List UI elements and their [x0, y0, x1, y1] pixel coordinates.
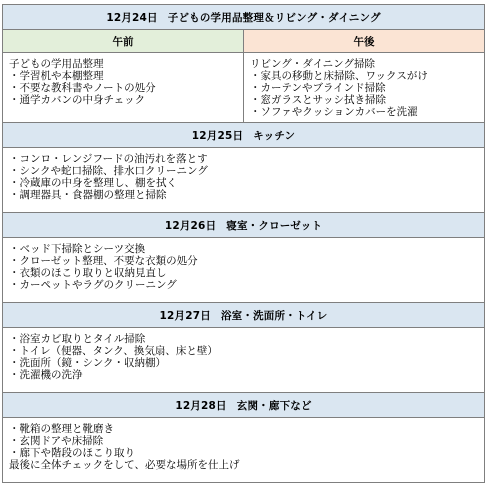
day-row-28 — [3, 393, 485, 418]
section-date: 12月26日 — [164, 219, 217, 232]
section-header-24 — [3, 5, 485, 30]
task-cell-26 — [3, 238, 485, 303]
task-line: ・ソファやクッションカバーを洗濯 — [250, 106, 418, 118]
task-line: ・コンロ・レンジフードの油汚れを落とす — [9, 153, 208, 165]
section-date: 12月27日 — [159, 309, 211, 322]
section-title: キッチン — [253, 129, 296, 142]
day-row-25 — [3, 123, 485, 148]
pm-column-header: 午後 — [244, 30, 485, 53]
day-row-27 — [3, 303, 485, 328]
section-title: 子どもの学用品整理＆リビング・ダイニング — [167, 11, 381, 24]
section-header-27 — [3, 303, 485, 328]
section-date: 12月24日 — [106, 11, 158, 24]
task-line: ・カーテンやブラインド掃除 — [250, 82, 386, 94]
task-line: ・ベッド下掃除とシーツ交換 — [9, 243, 146, 255]
task-line: ・洗濯機の洗浄 — [9, 369, 83, 381]
section-date: 12月28日 — [175, 399, 227, 412]
section-date: 12月25日 — [191, 129, 244, 142]
body-row-28 — [3, 418, 485, 483]
section-header-25 — [3, 123, 485, 148]
task-line: 最後に全体チェックをして、必要な場所を仕上げ — [9, 459, 240, 471]
task-line: ・カーペットやラグのクリーニング — [9, 279, 177, 291]
task-line: ・不要な教科書やノートの処分 — [9, 82, 156, 94]
task-line: ・玄関ドアや床掃除 — [9, 435, 104, 447]
am-pm-header-row — [3, 30, 485, 53]
section-header-28 — [3, 393, 485, 418]
section-title: 玄関・廊下など — [236, 399, 312, 412]
task-line: 子どもの学用品整理 — [9, 58, 104, 70]
task-cell-27 — [3, 328, 485, 393]
task-line: ・衣類のほこり取りと収納見直し — [9, 267, 167, 279]
am-column-header: 午前 — [3, 30, 244, 53]
task-line: ・調理器具・食器棚の整理と掃除 — [9, 189, 167, 201]
pm-task-cell — [244, 53, 485, 123]
body-row-26 — [3, 238, 485, 303]
task-line: ・廊下や階段のほこり取り — [9, 447, 135, 459]
task-line: リビング・ダイニング掃除 — [250, 58, 375, 70]
task-line: ・クローゼット整理、不要な衣類の処分 — [9, 255, 198, 267]
task-line: ・シンクや蛇口掃除、排水口クリーニング — [9, 165, 208, 177]
section-title: 寝室・クローゼット — [226, 219, 323, 232]
cleaning-schedule-sheet — [2, 4, 484, 483]
task-line: ・洗面所（鏡・シンク・収納棚） — [9, 357, 167, 369]
am-task-cell — [3, 53, 244, 123]
task-line: ・通学カバンの中身チェック — [9, 94, 146, 106]
task-cell-28 — [3, 418, 485, 483]
task-line: ・靴箱の整理と靴磨き — [9, 423, 114, 435]
section-title: 浴室・洗面所・トイレ — [220, 309, 328, 322]
task-line: ・浴室カビ取りとタイル掃除 — [9, 333, 146, 345]
body-row-27 — [3, 328, 485, 393]
task-line: ・学習机や本棚整理 — [9, 70, 104, 82]
day-row-26 — [3, 213, 485, 238]
task-line: ・家具の移動と床掃除、ワックスがけ — [250, 70, 428, 82]
task-line: ・トイレ（便器、タンク、換気扇、床と壁） — [9, 345, 218, 357]
task-line: ・窓ガラスとサッシ拭き掃除 — [250, 94, 386, 106]
schedule-table — [2, 4, 485, 483]
task-line: ・冷蔵庫の中身を整理し、棚を拭く — [9, 177, 177, 189]
am-pm-body-row — [3, 53, 485, 123]
section-header-26 — [3, 213, 485, 238]
task-cell-25 — [3, 148, 485, 213]
body-row-25 — [3, 148, 485, 213]
day-row-24 — [3, 5, 485, 30]
